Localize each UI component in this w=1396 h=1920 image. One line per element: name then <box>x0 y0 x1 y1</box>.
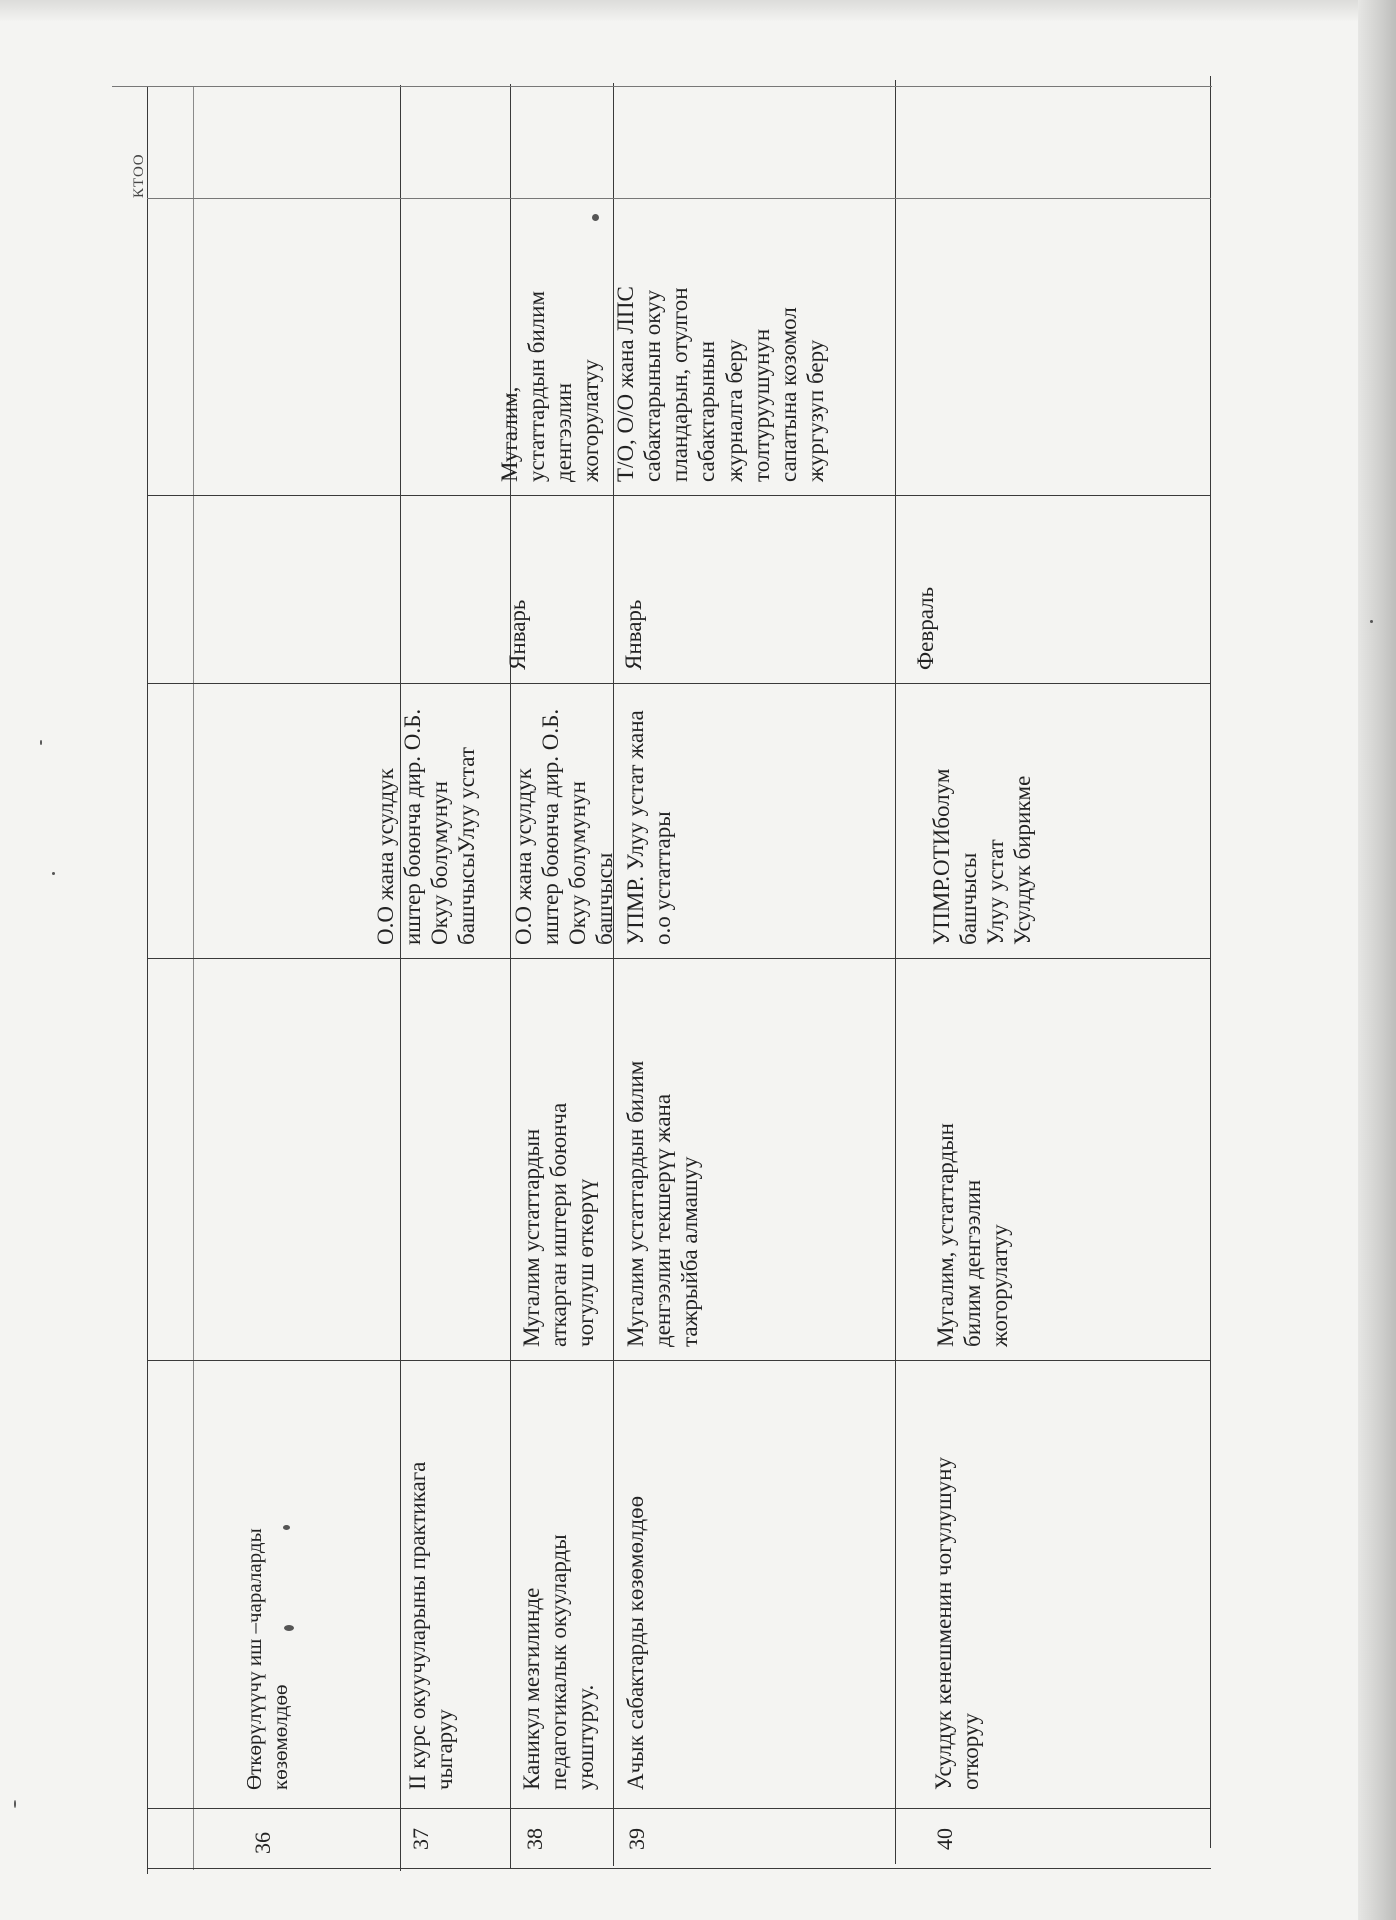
result-cell: Мугалим, устаттардын билим денгээлин жогорулатуу <box>497 290 604 482</box>
scan-speck <box>52 872 55 875</box>
scan-speck <box>14 1800 16 1808</box>
column-separator <box>147 683 1211 684</box>
activity-cell: Усулдук кенешменин чогулушуну откоруу <box>931 1457 984 1790</box>
row-number: 36 <box>250 1832 275 1854</box>
row-separator <box>895 80 896 1864</box>
responsible-cell: О.О жана усулдук иштер боюнча дир. О.Б. Окуу болумунун башчысы <box>511 708 618 945</box>
responsible-cell: УПМР.ОТИболум башчысы Улуу устат Усулдук бирикме <box>929 768 1036 945</box>
row-number: 40 <box>932 1828 957 1850</box>
table-border-bottom <box>147 1868 1211 1869</box>
responsible-cell: УПМР. Улуу устат жана о.о устаттары <box>623 710 676 945</box>
scan-speck <box>1370 620 1373 623</box>
activity-cell: Ачык сабактарды көзөмөлдөө <box>623 1495 648 1790</box>
column-separator <box>147 198 1211 199</box>
purpose-cell: Мугалим устаттардын билим денгээлин текшерүү жана тажрыйба алмашуу <box>623 1060 703 1347</box>
purpose-cell: Мугалим устаттардын аткарган иштери боюнча чогулуш өткөрүү <box>519 1102 599 1347</box>
date-cell: Январь <box>505 599 530 670</box>
row-number: 39 <box>624 1828 649 1850</box>
table-border-right <box>1210 76 1211 1848</box>
row-separator <box>193 86 194 1870</box>
scan-speck <box>283 1525 290 1530</box>
row-number: 37 <box>408 1828 433 1850</box>
column-separator <box>147 495 1211 496</box>
scan-speck <box>592 214 599 221</box>
activity-cell: Каникул мезгилинде педагогикалык окууларды уюштуруу. <box>519 1534 599 1790</box>
row-separator <box>400 85 401 1871</box>
column-separator <box>147 1808 1211 1809</box>
purpose-cell: Мугалим, устаттардын билим денгээлин жогорулатуу <box>933 1123 1013 1347</box>
date-cell: Январь <box>621 599 646 670</box>
activity-cell: II курс окуучуларыны практикага чыгаруу <box>405 1461 458 1790</box>
scan-speck <box>40 740 42 745</box>
column-separator <box>147 1360 1211 1361</box>
table-border-left <box>147 86 148 1874</box>
header-label: КТОО <box>131 153 147 198</box>
activity-cell: Өткөрүлүүчү иш –чараларды көзөмөлдөө <box>242 1528 292 1790</box>
table-border-top <box>112 86 1212 87</box>
column-separator <box>147 958 1211 959</box>
date-cell: Февраль <box>913 586 938 670</box>
row-number: 38 <box>522 1828 547 1850</box>
responsible-cell: О.О жана усулдук иштер боюнча дир. О.Б. Окуу болумунун башчысыУлуу устат <box>373 708 480 945</box>
scan-speck <box>284 1625 294 1631</box>
result-cell: Т/О, О/О жана ЛПС сабактарынын окуу пландарын, отулгон сабактарынын журналга беру толтуруушунун сапатына козомол жургузуп беру <box>613 286 828 482</box>
